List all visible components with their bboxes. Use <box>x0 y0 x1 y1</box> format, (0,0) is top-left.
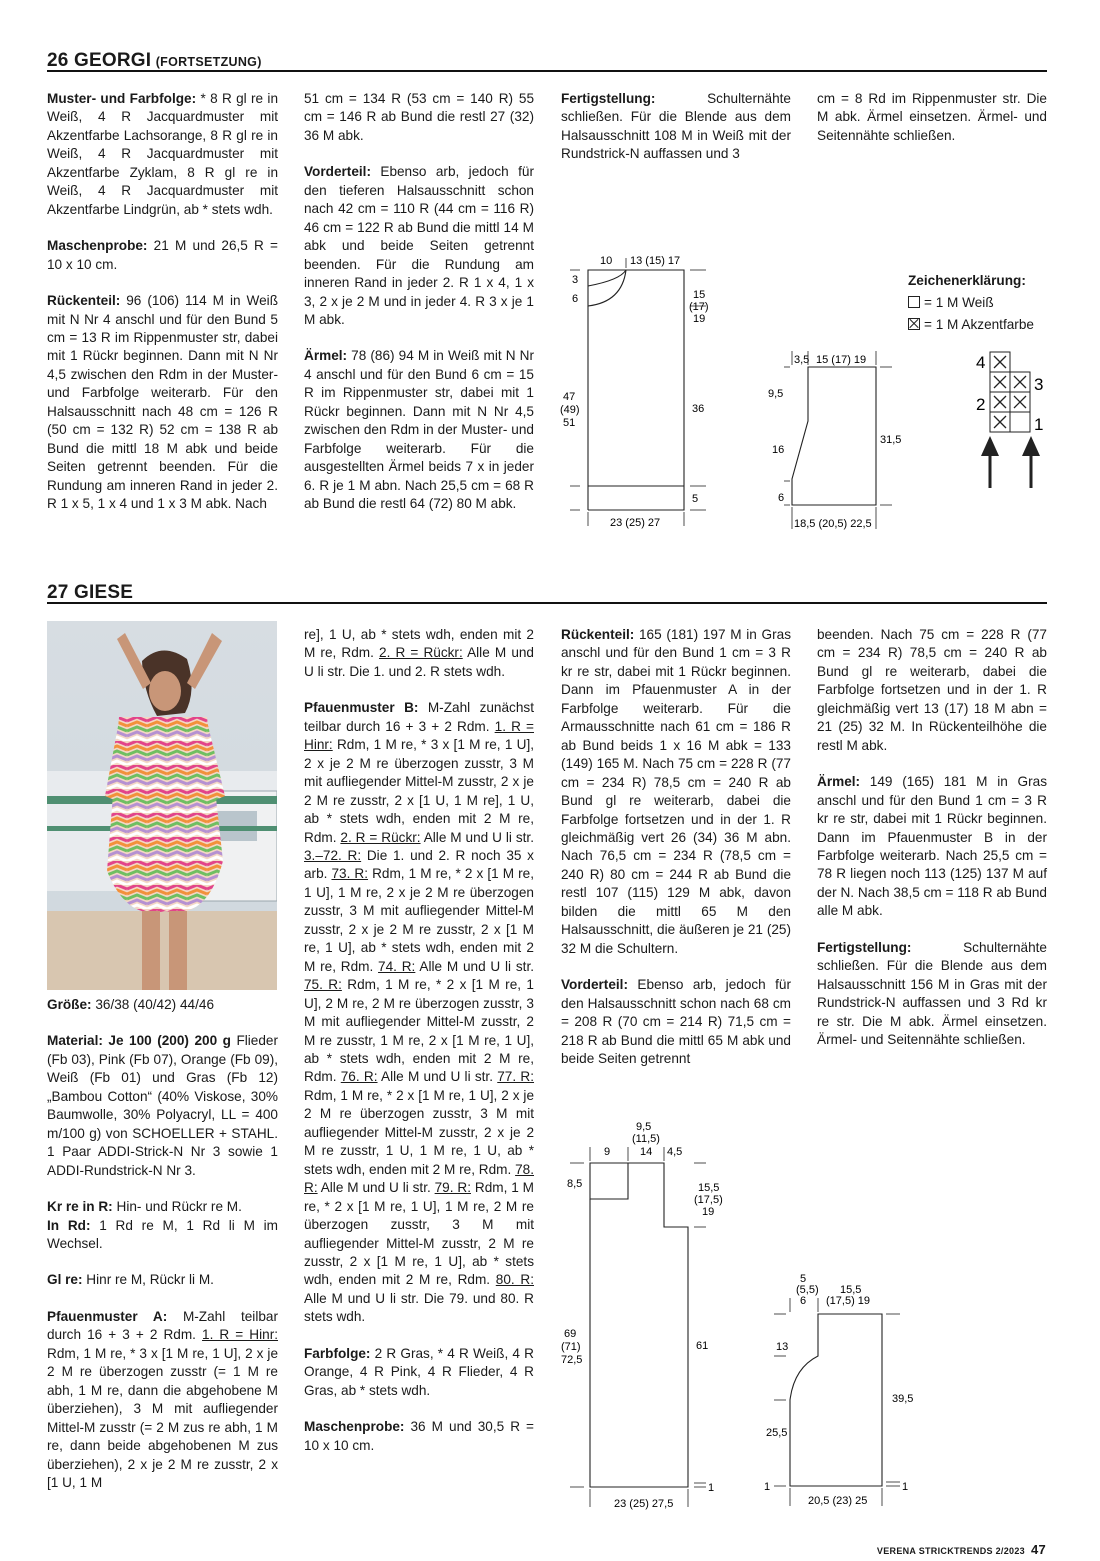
chart-row-label: 1 <box>1034 415 1044 434</box>
svg-text:69: 69 <box>564 1328 577 1340</box>
svg-text:31,5: 31,5 <box>880 434 902 446</box>
georgi-column-1 <box>47 90 278 532</box>
back-label: Rückenteil: <box>561 627 635 642</box>
svg-text:(49): (49) <box>560 404 580 416</box>
svg-text:8,5: 8,5 <box>567 1178 583 1190</box>
giese-column-1: Größe: 36/38 (40/42) 44/46 Material: Je 100 (200) 200 g Flieder (Fb 03), Pink (Fb 07), Orange (Fb 09), Weiß (Fb 01) und Gras (Fb 12) „Bambou Cotton“ (40% Viskose, 30% Baumwolle, 30% Polyacryl, LL = 400 m/100 g) von SCHOELLER + STAHL. 1 Paar ADDI-Strick-N Nr 3 sowie 1 ADDI-Rundstrick-N Nr 3. Kr re in R: Hin- und Rückr re M. In Rd: 1 Rd re M, 1 Rd li M im Wechsel. Gl re: Hinr re M, Rückr li M. Pfauenmuster A: M-Zahl teilbar durch 16 + 3 + 2 Rdm. 1. R = Hinr: Rdm, 1 M re, * 3 x [1 M re, 1 U], 2 x je 2 M re überzogen zusstr (= 1 M re abh, 1 M re, dann die abgehobene M überziehen), 3 M mit aufliegender Mittel-M zusstr (= 2 M zus re abh, 1 M re, dann beide abgehobenen M zus überziehen), 2 x je 2 M re zusstr, 2 x [1 U, 1 M <box>47 997 279 1490</box>
finishing-continued: cm = 8 Rd im Rippenmuster str. Die M abk. Ärmel einsetzen. Ärmel- und Seitennähte schließen. <box>817 91 1047 143</box>
svg-text:36: 36 <box>692 403 705 415</box>
crossed-square-icon <box>908 318 920 330</box>
georgi-column-4 <box>817 90 1047 163</box>
giese-column-2: re], 1 U, ab * stets wdh, enden mit 2 M re, Rdm. 2. R = Rückr: Alle M und U li str. Die 1. und 2. R stets wdh. Pfauenmuster B: M-Zahl zunächst teilbar durch 16 + 3 + 2 Rdm. 1. R = Hinr: Rdm, 1 M re, * 3 x [1 M re, 1 U], 2 x je 2 M re überzogen zusstr, 3 M mit aufliegender Mittel-M zusstr, 2 x je 2 M re zusstr, 2 x [1 U, 1 M re], 1 U, ab * stets wdh, enden mit 2 M re, Rdm. 2. R = Rückr: Alle M und U li str. 3.–72. R: Die 1. und 2. R noch 35 x arb. 73. R: Rdm, 1 M re, * 2 x [1 M re, 1 U], 1 M re, 2 x je 2 M re überzogen zusstr, 3 M mit aufliegender Mittel-M zusstr, 2 x je 2 M re zusstr, 2 x [1 M re, 1 U], ab * stets wdh, enden mit 2 M re, Rdm. 74. R: Alle M und U li str. 75. R: Rdm, 1 M re, * 2 x [1 M re, 1 U], 2 M re, 2 M re überzogen zusstr, 3 M mit aufliegender Mittel-M zusstr, 2 M re zusstr, 1 M re, 2 x [1 M re, 1 U], ab * stets wdh, enden mit 2 M re, Rdm. 76. R: Alle M und U li str. 77. R: Rdm, 1 M re, * 2 x [1 M re, 1 U], 2 x je 2 M re überzogen zusstr, 3 M mit aufliegender Mittel-M zusstr, 2 x je 2 M re zusstr, 1 U, 1 M re, 1 U, ab * stets wdh, enden mit 2 M re, Rdm. 78. R: Alle M und U li str. 79. R: Rdm, 1 M re, * 2 x [1 M re, 1 U], 1 M re, 2 M re überzogen zusstr, 3 M mit aufliegender Mittel-M zusstr, 2 M re zusstr, 2 x [1 M re, 1 U], ab * stets wdh, enden mit 2 M re, Rdm. 80. R: Alle M und U li str. Die 79. und 80. R stets wdh. Farbfolge: 2 R Gras, * 4 R Weiß, 4 R Orange, 4 R Pink, 4 R Flieder, 4 R Gras, ab * stets wdh. Maschenprobe: 36 M und 30,5 R = 10 x 10 cm. <box>304 627 535 1453</box>
sleeve-label: Ärmel: <box>817 774 861 790</box>
finishing-label: Fertigstellung: <box>817 939 912 955</box>
svg-text:19: 19 <box>693 313 706 325</box>
size-label: Größe: <box>47 997 92 1012</box>
svg-text:3,5: 3,5 <box>794 354 810 366</box>
section-title: 27 GIESE <box>47 582 134 603</box>
sleeve-label: Ärmel: <box>304 348 348 364</box>
chart-row-label: 2 <box>976 395 986 414</box>
svg-text:13: 13 <box>776 1341 789 1353</box>
back-continued: 51 cm = 134 R (53 cm = 140 R) 55 cm = 146 R ab Bund die restl 27 (32) 36 M abk. <box>304 91 534 143</box>
color-sequence-label: Farbfolge: <box>304 1345 371 1361</box>
front-label: Vorderteil: <box>304 164 371 180</box>
garter-label: Kr re in R: <box>47 1199 113 1215</box>
pattern-label: Muster- und Farbfolge: <box>47 91 197 106</box>
front-text: Ebenso arb, jedoch für den tieferen Halsausschnitt schon nach 42 cm = 110 R (44 cm = 116 R) 46 cm = 122 R ab Bund die mittl 14 M abk und beide Seiten getrennt beenden. Für die Rundung am inneren Rand in jeder 2. R 1 x 4, 1 x 3, 2 x je 2 M und in jeder 4. R 3 x je 1 M abk. <box>304 164 534 327</box>
peacock-b-label: Pfauenmuster B: <box>304 700 419 716</box>
georgi-column-2 <box>304 90 534 532</box>
svg-text:9: 9 <box>604 1146 611 1158</box>
legend-item-white: = 1 M Weiß <box>908 292 1034 314</box>
svg-text:5: 5 <box>692 493 699 505</box>
svg-text:19: 19 <box>702 1206 715 1218</box>
svg-text:(17,5): (17,5) <box>694 1194 723 1206</box>
material-text: Flieder (Fb 03), Pink (Fb 07), Orange (Fb 09), Weiß (Fb 01) und Gras (Fb 12) „Bambou Cotton“ (40% Viskose, 30% Baumwolle, 30% Polyacryl, LL = 400 m/100 g) von SCHOELLER + STAHL. 1 Paar ADDI-Strick-N Nr 3 sowie 1 ADDI-Rundstrick-N Nr 3. <box>47 1033 279 1178</box>
material-label: Material: Je 100 (200) 200 g <box>47 1033 231 1049</box>
size-text: 36/38 (40/42) 44/46 <box>91 997 214 1012</box>
svg-text:(11,5): (11,5) <box>632 1133 660 1145</box>
jacquard-chart <box>970 348 1060 493</box>
svg-text:4,5: 4,5 <box>667 1146 683 1158</box>
svg-text:25,5: 25,5 <box>766 1427 788 1439</box>
finishing-label: Fertigstellung: <box>561 91 656 106</box>
svg-text:6: 6 <box>572 293 579 305</box>
section-header-georgi <box>47 50 1047 72</box>
svg-text:13 (15) 17: 13 (15) 17 <box>630 255 681 267</box>
arrow-up-icon <box>1022 436 1040 456</box>
back-label: Rückenteil: <box>47 293 121 309</box>
magazine-name: VERENA STRICKTRENDS 2/2023 <box>876 1546 1025 1556</box>
section-header-giese <box>47 582 1047 604</box>
svg-text:39,5: 39,5 <box>892 1393 914 1405</box>
pattern-text: * 8 R gl re in Weiß, 4 R Jacquardmuster mit Akzentfarbe Lachsorange, 8 R gl re in Weiß, 4 R Jacquardmuster mit Akzentfarbe Zyklam, 8 R gl re in Weiß, 4 R Jacquardmuster mit Akzentfarbe Lindgrün, ab * stets wdh. <box>47 91 279 217</box>
svg-text:15,5: 15,5 <box>698 1182 720 1194</box>
svg-text:9,5: 9,5 <box>768 388 784 400</box>
giese-column-3: Rückenteil: 165 (181) 197 M in Gras anschl und für den Bund 1 cm = 3 R kr re str, dabei mit 1 Rückr beginnen. Dann im Pfauenmuster A in der Farbfolge weiterarb. Für die Armausschnitte nach 61 cm = 186 R ab Bund beids 1 x 16 M abk = 133 (149) 165 M. Nach 75 cm = 228 R (77 cm = 234 R) 78,5 cm = 240 R ab Bund gl re weiterarb, dabei die Farbfolge fortsetzen und in der 1. R gleichmäßig vert 26 (34) 36 M abn. Nach 76,5 cm = 234 R (78,5 cm = 240 R) 80 cm = 244 R ab Bund die restl 107 (115) 129 M abk, davon bilden die mittl 65 M den Halsausschnitt, die äußeren je 21 (25) 32 M die Schultern. Vorderteil: Ebenso arb, jedoch für den Halsausschnitt schon nach 68 cm = 208 R (70 cm = 214 R) 71,5 cm = 218 R ab Bund die mittl 65 M abk und beide Seiten getrennt <box>561 627 791 1066</box>
front-label: Vorderteil: <box>561 977 628 993</box>
svg-text:15: 15 <box>693 289 706 301</box>
svg-text:10: 10 <box>600 255 613 267</box>
svg-text:72,5: 72,5 <box>561 1354 583 1366</box>
svg-text:6: 6 <box>800 1295 807 1307</box>
svg-text:23 (25) 27,5: 23 (25) 27,5 <box>614 1498 674 1510</box>
chart-row-label: 4 <box>976 353 986 372</box>
page-footer <box>877 1542 1046 1557</box>
georgi-sleeve-schematic <box>760 345 910 535</box>
giese-column-4: beenden. Nach 75 cm = 228 R (77 cm = 234 R) 78,5 cm = 240 R ab Bund gl re weiterarb, dabei die Farbfolge fortsetzen und in der 1. R gleichmäßig vert 13 (17) 18 M abn = 21 (25) 32 M. In Rückenteilhöhe die restl M abk. Ärmel: 149 (165) 181 M in Gras anschl und für den Bund 1 cm = 3 R kr re str, dabei mit 1 Rückr beginnen. Dann im Pfauenmuster B in der Farbfolge weiterarb. Nach 25,5 cm = 78 R liegen noch 113 (125) 137 M auf der N. Nach 38,5 cm = 118 R ab Bund alle M abk. Fertigstellung: Schulternähte schließen. Für die Blende aus dem Halsausschnitt 156 M in Gras mit der Rundstrick-N auffassen und 3 Rd kr re str. Die M abk. Ärmel einsetzen. Ärmel- und Seitennähte schließen. <box>817 627 1047 1048</box>
arrow-up-icon <box>981 436 999 456</box>
section-subtitle: (FORTSETZUNG) <box>155 55 262 69</box>
svg-text:6: 6 <box>778 492 785 504</box>
svg-text:61: 61 <box>696 1340 709 1352</box>
chart-legend <box>908 270 1034 336</box>
rounds-label: In Rd: <box>47 1217 91 1233</box>
giese-body-schematic <box>560 1115 730 1515</box>
sleeve-text: 78 (86) 94 M in Weiß mit N Nr 4 anschl und für den Bund 6 cm = 15 R im Rippenmuster str, dabei mit 1 Rückr beginnen. Dann mit N Nr 4,5 zwischen den Rdm in der Muster- und Farbfolge weiterarb. Für die ausgestellten Ärmel beids 7 x in jeder 6. R je 1 M abn. Nach 25,5 cm = 68 R ab Bund die restl 64 (72) 80 M abk. <box>304 348 534 512</box>
back-text: 96 (106) 114 M in Weiß mit N Nr 4 anschl und für den Bund 5 cm = 13 R im Rippenmuster str, dabei mit 1 Rückr beginnen. Dann mit N Nr 4,5 zwischen den Rdm in der Muster- und Farbfolge weiterarb. Für den Halsausschnitt nach 48 cm = 126 R (50 cm = 132 R) 52 cm = 138 R ab Bund die mittl 18 M abk und beide Seiten getrennt beenden. Für die Rundung am inneren Rand in jeder 2. R 1 x 5, 1 x 4 und 1 x 3 M abk. Nach <box>47 293 278 512</box>
svg-text:(5,5): (5,5) <box>796 1284 819 1296</box>
svg-text:18,5 (20,5) 22,5: 18,5 (20,5) 22,5 <box>794 518 872 530</box>
svg-text:20,5 (23) 25: 20,5 (23) 25 <box>808 1495 868 1507</box>
finishing-text: Schulternähte schließen. Für die Blende aus dem Halsausschnitt 108 M in Weiß mit der Rundstrick-N auffassen und 3 <box>561 91 791 162</box>
svg-text:9,5: 9,5 <box>636 1121 652 1133</box>
legend-title: Zeichenerklärung: <box>908 273 1026 288</box>
svg-text:23 (25) 27: 23 (25) 27 <box>610 517 661 529</box>
chart-row-label: 3 <box>1034 375 1044 394</box>
svg-text:14: 14 <box>640 1146 653 1158</box>
svg-text:(71): (71) <box>561 1341 581 1353</box>
chart-cell <box>1010 412 1030 432</box>
stockinette-label: Gl re: <box>47 1272 83 1288</box>
empty-square-icon <box>908 296 920 308</box>
svg-text:16: 16 <box>772 444 785 456</box>
svg-text:1: 1 <box>764 1481 771 1493</box>
svg-text:47: 47 <box>563 391 576 403</box>
georgi-column-3 <box>561 90 791 182</box>
page-number: 47 <box>1030 1542 1046 1557</box>
svg-text:(17,5) 19: (17,5) 19 <box>826 1295 871 1307</box>
section-title: 26 GEORGI <box>47 50 152 71</box>
svg-text:1: 1 <box>902 1481 909 1493</box>
svg-text:15 (17) 19: 15 (17) 19 <box>816 354 867 366</box>
gauge-label: Maschenprobe: <box>47 238 148 254</box>
svg-text:15,5: 15,5 <box>840 1284 862 1296</box>
svg-text:3: 3 <box>572 274 579 286</box>
legend-item-accent: = 1 M Akzentfarbe <box>908 314 1034 336</box>
svg-text:1: 1 <box>708 1482 715 1494</box>
georgi-body-schematic <box>560 250 720 540</box>
giese-sleeve-schematic <box>760 1270 930 1515</box>
svg-text:(17): (17) <box>689 301 709 313</box>
model-photo <box>47 621 277 990</box>
gauge-label: Maschenprobe: <box>304 1419 405 1435</box>
gauge-text: 21 M und 26,5 R = 10 x 10 cm. <box>47 238 278 272</box>
peacock-a-label: Pfauenmuster A: <box>47 1308 168 1324</box>
svg-text:51: 51 <box>563 417 576 429</box>
svg-text:5: 5 <box>800 1273 807 1285</box>
